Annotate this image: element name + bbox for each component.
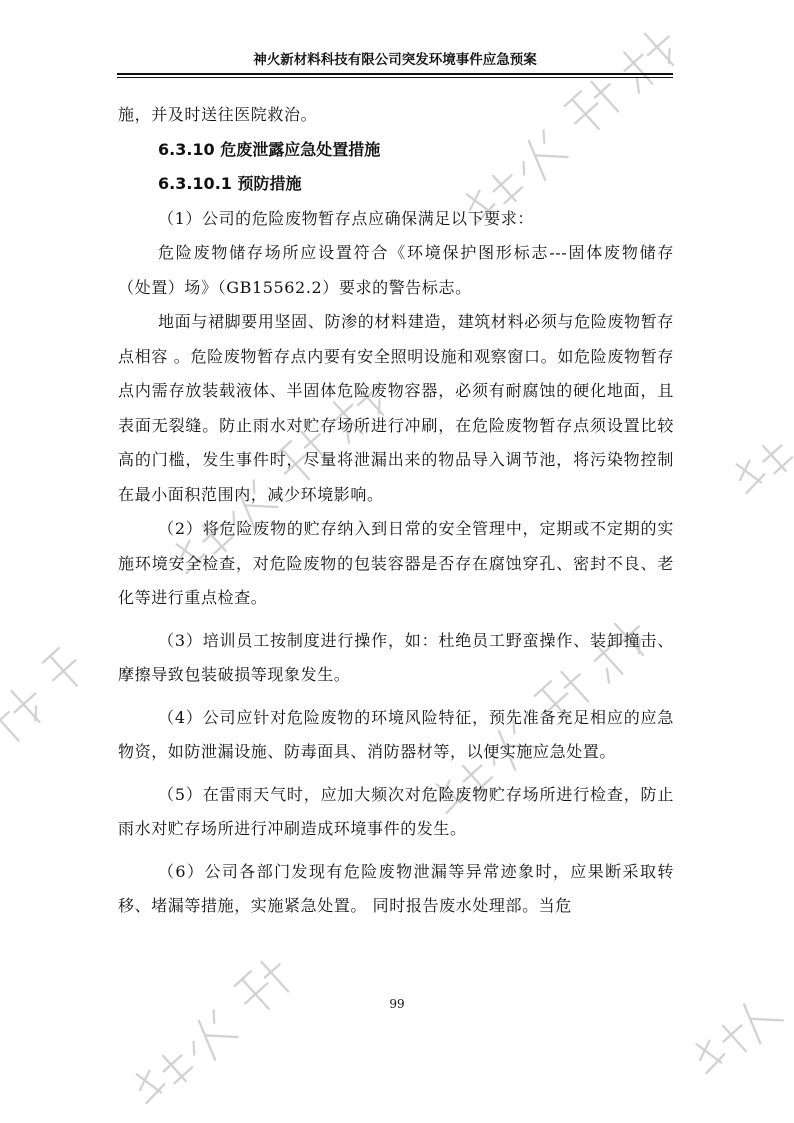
paragraph: （2）将危险废物的贮存纳入到日常的安全管理中，定期或不定期的实施环境安全检查，对危险废物的包装容器是否存在腐蚀穿孔、密封不良、老化等进行重点检查。: [118, 519, 674, 607]
section-heading: 6.3.10 危废泄露应急处置措施: [158, 139, 381, 159]
page-number: 99: [389, 997, 405, 1011]
watermark-mark: [128, 954, 299, 1114]
paragraph: （6）公司各部门发现有危险废物泄漏等异常迹象时，应果断采取转移、堵漏等措施，实施紧急处置。 同时报告废水处理部。当危: [118, 861, 674, 915]
paragraph-continuation: 施，并及时送往医院救治。: [118, 105, 318, 124]
paragraph: （3）培训员工按制度进行操作，如：杜绝员工野蛮操作、装卸撞击、摩擦导致包装破损等现象发生。: [118, 630, 674, 684]
watermark-mark: [728, 433, 794, 500]
subsection-heading: 6.3.10.1 预防措施: [158, 174, 302, 193]
paragraph: （5）在雷雨天气时，应加大频次对危险废物贮存场所进行检查，防止雨水对贮存场所进行冲刷造成环境事件的发生。: [118, 784, 674, 838]
paragraph: 危险废物储存场所应设置符合《环境保护图形标志---固体废物储存（处置）场》（GB15562.2）要求的警告标志。: [118, 243, 674, 297]
paragraph: （4）公司应针对危险废物的环境风险特征，预先准备充足相应的应急物资，如防泄漏设施、防毒面具、消防器材等，以便实施应急处置。: [118, 707, 674, 761]
body-text: [118, 98, 674, 924]
header-rule-thin: [117, 77, 673, 78]
paragraph: （1）公司的危险废物暂存点应确保满足以下要求：: [158, 208, 534, 228]
header-rule-thick: [117, 73, 673, 75]
watermark-mark: [0, 645, 90, 748]
running-header: 神火新材料科技有限公司突发环境事件应急预案: [253, 52, 537, 68]
paragraph: 地面与裙脚要用坚固、防渗的材料建造，建筑材料必须与危险废物暂存点相容 。危险废物暂存点内要有安全照明设施和观察窗口。如危险废物暂存点内需存放装载液体、半固体危险废物容器，必须有耐腐蚀的硬化地面，且表面无裂缝。防止雨水对贮存场所进行冲刷，在危险废物暂存点须设置比较高的门槛，发生事件时，尽量将泄漏出来的物品导入调节池，将污染物控制在最小面积范围内，减少环境影响。: [118, 312, 674, 504]
